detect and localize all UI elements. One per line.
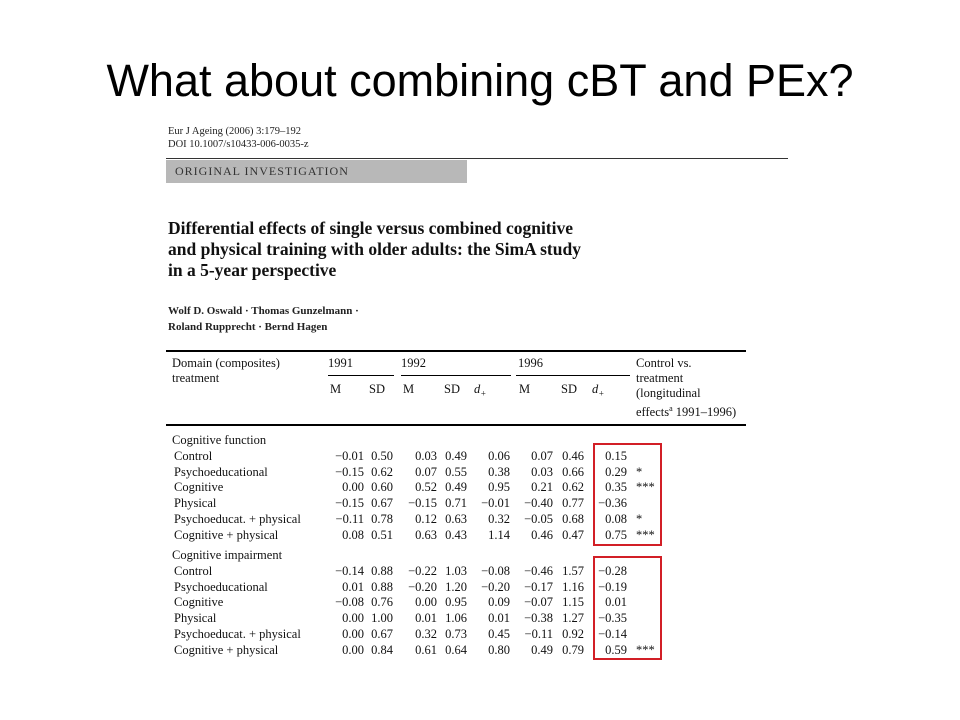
table-cell-d96: −0.14 <box>598 627 627 641</box>
table-cell-d96: 0.15 <box>605 449 627 463</box>
table-cell-sd91: 0.51 <box>371 528 393 542</box>
control-vs-header: treatment <box>636 371 684 385</box>
table-row-label: Control <box>174 564 213 578</box>
table-cell-d92: −0.08 <box>481 564 510 578</box>
journal-citation: Eur J Ageing (2006) 3:179–192 <box>168 126 301 137</box>
year-1996-header: 1996 <box>518 356 543 370</box>
paper-title-line: in a 5-year perspective <box>168 260 337 280</box>
table-cell-m96: −0.11 <box>524 627 553 641</box>
table-cell-m92: 0.61 <box>415 643 437 657</box>
table-cell-sd92: 0.43 <box>445 528 467 542</box>
table-cell-sd96: 0.68 <box>562 512 584 526</box>
table-cell-m96: −0.05 <box>524 512 553 526</box>
journal-reference <box>168 125 309 151</box>
year-1992-underline <box>401 375 511 376</box>
table-row-label: Cognitive <box>174 595 224 609</box>
significance-marker: *** <box>636 480 655 494</box>
effects-word: effects <box>636 405 670 420</box>
table-cell-m96: 0.03 <box>531 465 553 479</box>
table-cell-m92: −0.20 <box>408 580 437 594</box>
table-row-label: Physical <box>174 496 217 510</box>
table-cell-sd92: 0.49 <box>445 480 467 494</box>
col-m-1992: M <box>403 382 415 396</box>
table-cell-d96: 0.01 <box>605 595 627 609</box>
table-cell-d92: 0.80 <box>488 643 510 657</box>
table-cell-m92: 0.03 <box>415 449 437 463</box>
table-cell-d92: 0.09 <box>488 595 510 609</box>
footnote-marker: a <box>669 404 673 413</box>
table-cell-m96: −0.40 <box>524 496 553 510</box>
effects-years: 1991–1996) <box>672 405 737 420</box>
year-1992-header: 1992 <box>401 356 426 370</box>
col-sd-1991: SD <box>369 382 385 396</box>
table-cell-sd91: 0.84 <box>371 643 393 657</box>
table-cell-d96: −0.19 <box>598 580 627 594</box>
significance-marker: *** <box>636 643 655 657</box>
author-line: Roland Rupprecht · Bernd Hagen <box>168 321 328 333</box>
col-sd-1992: SD <box>444 382 460 396</box>
table-cell-sd96: 1.15 <box>562 595 584 609</box>
table-cell-d92: −0.20 <box>481 580 510 594</box>
col-m-1996: M <box>519 382 531 396</box>
table-row-label: Psychoeducat. + physical <box>174 627 301 641</box>
table-cell-m91: 0.00 <box>342 480 364 494</box>
table-cell-sd92: 0.63 <box>445 512 467 526</box>
section-banner: ORIGINAL INVESTIGATION <box>166 160 467 183</box>
table-row-label: Cognitive + physical <box>174 528 279 542</box>
table-cell-d96: −0.35 <box>598 611 627 625</box>
table-cell-sd91: 0.67 <box>371 496 393 510</box>
table-cell-d96: −0.36 <box>598 496 627 510</box>
d-symbol: d <box>474 382 481 396</box>
d-symbol: d <box>592 382 599 396</box>
table-cell-m91: 0.01 <box>342 580 364 594</box>
table-cell-sd96: 0.92 <box>562 627 584 641</box>
paper-title <box>168 218 668 281</box>
table-cell-d92: −0.01 <box>481 496 510 510</box>
table-cell-m96: 0.49 <box>531 643 553 657</box>
table-row-label: Psychoeducational <box>174 465 268 479</box>
table-cell-sd96: 0.62 <box>562 480 584 494</box>
table-cell-sd96: 0.79 <box>562 643 584 657</box>
table-cell-m96: 0.07 <box>531 449 553 463</box>
table-cell-m91: 0.00 <box>342 611 364 625</box>
table-cell-sd91: 0.88 <box>371 580 393 594</box>
header-rule <box>166 158 788 159</box>
table-cell-sd96: 0.66 <box>562 465 584 479</box>
table-cell-sd91: 0.88 <box>371 564 393 578</box>
table-cell-sd92: 0.95 <box>445 595 467 609</box>
slide-title: What about combining cBT and PEx? <box>106 55 854 106</box>
table-cell-d96: 0.29 <box>605 465 627 479</box>
table-row-label: Cognitive <box>174 480 224 494</box>
table-cell-m96: −0.07 <box>524 595 553 609</box>
table-cell-sd91: 0.60 <box>371 480 393 494</box>
table-cell-m92: 0.32 <box>415 627 437 641</box>
table-cell-d92: 0.45 <box>488 627 510 641</box>
table-cell-d92: 0.01 <box>488 611 510 625</box>
table-cell-sd91: 0.62 <box>371 465 393 479</box>
table-cell-sd96: 0.46 <box>562 449 584 463</box>
table-cell-m91: 0.00 <box>342 627 364 641</box>
table-cell-m96: −0.38 <box>524 611 553 625</box>
table-cell-m91: −0.15 <box>335 496 364 510</box>
significance-marker: * <box>636 465 643 479</box>
col-sd-1996: SD <box>561 382 577 396</box>
table-cell-sd91: 0.50 <box>371 449 393 463</box>
table-cell-m92: −0.15 <box>408 496 437 510</box>
table-row-label: Psychoeducat. + physical <box>174 512 301 526</box>
table-cell-m92: 0.01 <box>415 611 437 625</box>
table-top-rule <box>166 350 746 352</box>
table-cell-m96: 0.21 <box>531 480 553 494</box>
author-line: Wolf D. Oswald · Thomas Gunzelmann · <box>168 305 359 317</box>
table-cell-m92: 0.52 <box>415 480 437 494</box>
doi-line: DOI 10.1007/s10433-006-0035-z <box>168 139 309 150</box>
table-row-label: Control <box>174 449 213 463</box>
table-cell-m96: −0.17 <box>524 580 553 594</box>
highlight-box-cognitive-function <box>593 443 662 546</box>
table-cell-sd92: 0.64 <box>445 643 467 657</box>
table-cell-d92: 0.38 <box>488 465 510 479</box>
table-cell-sd91: 0.78 <box>371 512 393 526</box>
table-cell-d96: 0.59 <box>605 643 627 657</box>
table-cell-d92: 0.95 <box>488 480 510 494</box>
table-cell-sd92: 0.55 <box>445 465 467 479</box>
table-cell-sd96: 1.16 <box>562 580 584 594</box>
table-cell-d92: 0.32 <box>488 512 510 526</box>
table-cell-d96: 0.75 <box>605 528 627 542</box>
year-1991-header: 1991 <box>328 356 353 370</box>
control-vs-header: Control vs. <box>636 356 692 370</box>
table-cell-m96: −0.46 <box>524 564 553 578</box>
col-d-1992 <box>474 382 486 402</box>
table-cell-m91: −0.14 <box>335 564 364 578</box>
table-cell-sd91: 0.67 <box>371 627 393 641</box>
paper-title-line: and physical training with older adults: the SimA study <box>168 239 581 259</box>
table-cell-sd92: 1.06 <box>445 611 467 625</box>
paper-title-line: Differential effects of single versus combined cognitive <box>168 218 574 238</box>
d-subscript: + <box>480 388 487 399</box>
table-cell-m91: −0.08 <box>335 595 364 609</box>
table-cell-d96: 0.35 <box>605 480 627 494</box>
significance-marker: * <box>636 512 643 526</box>
table-cell-d96: −0.28 <box>598 564 627 578</box>
control-vs-header: (longitudinal <box>636 386 701 400</box>
table-cell-d96: 0.08 <box>605 512 627 526</box>
table-cell-sd91: 1.00 <box>371 611 393 625</box>
paper-authors <box>168 303 359 335</box>
table-cell-sd92: 1.03 <box>445 564 467 578</box>
table-cell-d92: 1.14 <box>488 528 510 542</box>
table-cell-sd96: 0.47 <box>562 528 584 542</box>
col-d-1996 <box>592 382 604 402</box>
table-cell-m92: 0.00 <box>415 595 437 609</box>
table-cell-sd96: 0.77 <box>562 496 584 510</box>
table-cell-sd92: 0.71 <box>445 496 467 510</box>
significance-marker: *** <box>636 528 655 542</box>
table-cell-m92: −0.22 <box>408 564 437 578</box>
table-row-label: Psychoeducational <box>174 580 268 594</box>
table-cell-m92: 0.63 <box>415 528 437 542</box>
year-1991-underline <box>328 375 394 376</box>
table-cell-sd92: 1.20 <box>445 580 467 594</box>
table-cell-m96: 0.46 <box>531 528 553 542</box>
d-subscript: + <box>598 388 605 399</box>
table-row-label: Physical <box>174 611 217 625</box>
table-row-label: Cognitive + physical <box>174 643 279 657</box>
table-cell-d92: 0.06 <box>488 449 510 463</box>
treatment-header: treatment <box>172 371 220 385</box>
table-cell-sd92: 0.49 <box>445 449 467 463</box>
table-cell-m91: −0.01 <box>335 449 364 463</box>
table-cell-sd96: 1.27 <box>562 611 584 625</box>
table-cell-m92: 0.12 <box>415 512 437 526</box>
group-heading: Cognitive impairment <box>172 548 283 562</box>
table-cell-m92: 0.07 <box>415 465 437 479</box>
table-header-rule <box>166 424 746 426</box>
group-heading: Cognitive function <box>172 433 267 447</box>
table-cell-sd92: 0.73 <box>445 627 467 641</box>
table-cell-sd91: 0.76 <box>371 595 393 609</box>
table-cell-m91: −0.15 <box>335 465 364 479</box>
highlight-box-cognitive-impairment <box>593 556 662 660</box>
table-cell-m91: 0.00 <box>342 643 364 657</box>
control-vs-header <box>636 401 736 420</box>
table-cell-sd96: 1.57 <box>562 564 584 578</box>
table-cell-m91: −0.11 <box>335 512 364 526</box>
year-1996-underline <box>516 375 630 376</box>
table-cell-m91: 0.08 <box>342 528 364 542</box>
col-m-1991: M <box>330 382 342 396</box>
domain-header: Domain (composites) <box>172 356 280 370</box>
